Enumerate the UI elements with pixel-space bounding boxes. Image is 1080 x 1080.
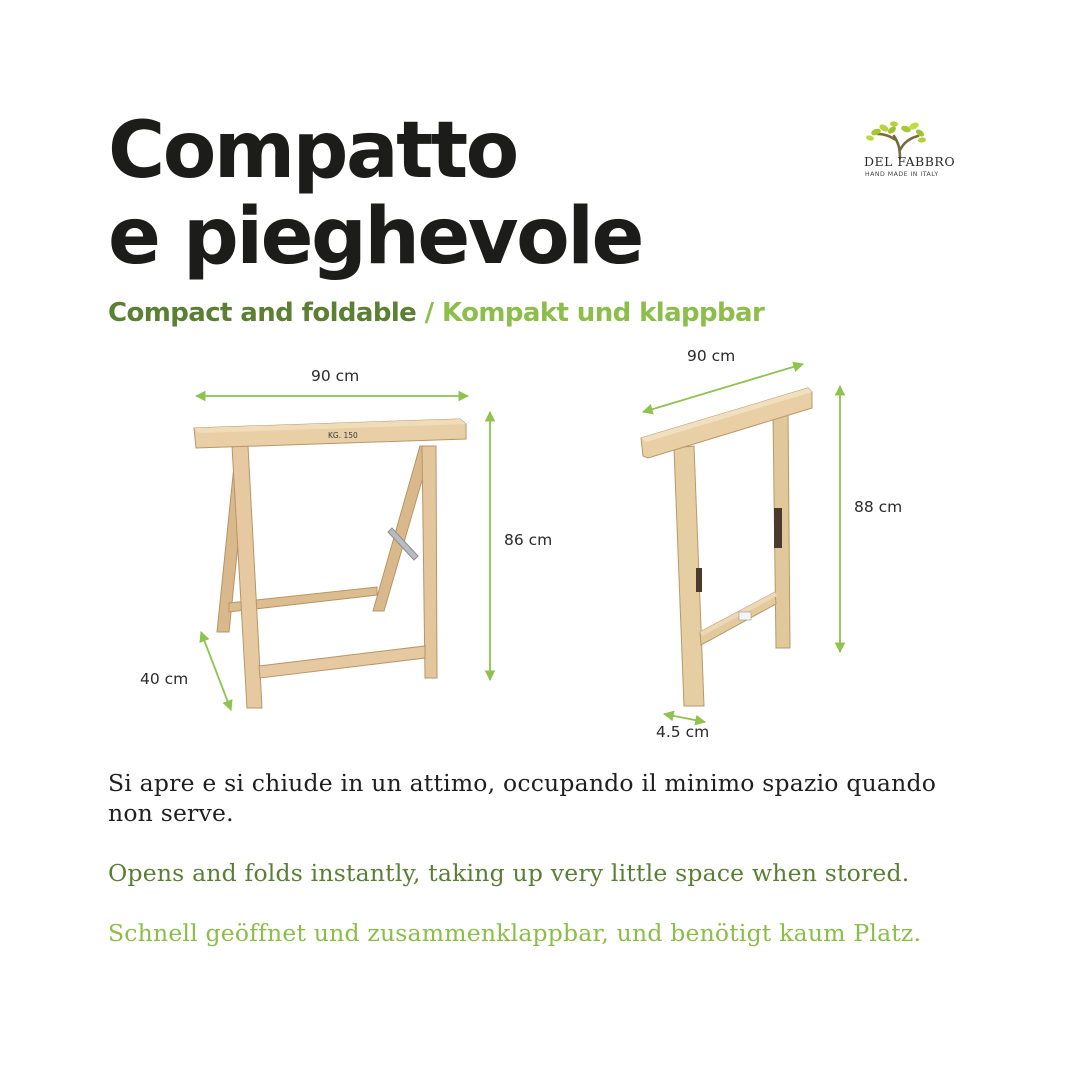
open-trestle-image (194, 419, 466, 708)
folded-height-label: 88 cm (854, 498, 903, 516)
description-english: Opens and folds instantly, taking up very little space when stored. (108, 859, 910, 887)
open-height-label: 86 cm (504, 531, 553, 549)
open-depth-label: 40 cm (140, 670, 189, 688)
subtitle-en: Compact and foldable (108, 298, 417, 328)
folded-width-label: 90 cm (687, 347, 736, 365)
open-width-label: 90 cm (311, 367, 360, 385)
title-line-2: e pieghevole (108, 192, 642, 282)
load-capacity-label: KG. 150 (328, 431, 358, 440)
folded-trestle-image (641, 388, 812, 706)
logo-name: DEL FABBRO (864, 154, 956, 169)
title-line-1: Compatto (108, 106, 517, 196)
folded-thickness-label: 4.5 cm (656, 723, 710, 741)
description-italian: Si apre e si chiude in un attimo, occupando il minimo spazio quando non serve. (108, 769, 937, 827)
folded-thickness-line (664, 714, 705, 722)
open-depth-line (201, 632, 231, 710)
description-german: Schnell geöffnet und zusammenklappbar, und benötigt kaum Platz. (108, 919, 922, 947)
subtitle-separator: / (416, 298, 443, 328)
subtitle-de: Kompakt und klappbar (442, 298, 765, 328)
logo-tagline: HAND MADE IN ITALY (865, 171, 939, 178)
